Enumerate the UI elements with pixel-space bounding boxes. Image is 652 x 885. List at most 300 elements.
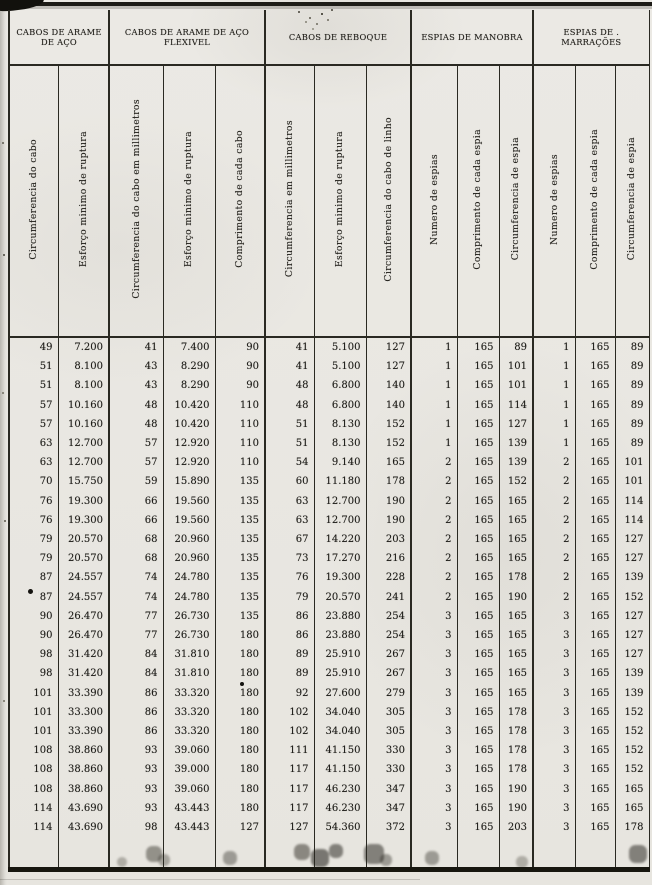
table-cell: 3 [533, 607, 575, 626]
table-cell: 7.400 [163, 337, 215, 357]
table-cell: 89 [615, 415, 649, 434]
table-cell: 5.100 [314, 357, 366, 376]
table-cell: 8.130 [314, 434, 366, 453]
column-header-label: Circumferencia do cabo de linho [382, 116, 394, 282]
table-row [9, 722, 649, 741]
table-cell: 139 [615, 664, 649, 683]
table-cell: 68 [109, 549, 163, 568]
table-cell: 89 [615, 376, 649, 395]
table-cell: 57 [9, 415, 58, 434]
table-cell: 51 [9, 357, 58, 376]
table-cell: 165 [457, 799, 499, 818]
table-cell: 77 [109, 626, 163, 645]
column-header-label: Numero de espias [548, 153, 560, 245]
table-cell: 139 [499, 453, 533, 472]
table-cell: 108 [9, 760, 58, 779]
table-cell: 127 [615, 607, 649, 626]
table-cell: 27.600 [314, 684, 366, 703]
table-cell: 180 [215, 645, 265, 664]
table-cell: 165 [575, 722, 615, 741]
table-cell: 165 [575, 434, 615, 453]
table-cell: 178 [366, 472, 411, 491]
table-cell: 165 [457, 492, 499, 511]
table-cell: 73 [265, 549, 314, 568]
table-cell: 90 [215, 337, 265, 357]
table-cell: 178 [615, 818, 649, 837]
column-header [411, 65, 457, 337]
table-cell: 135 [215, 511, 265, 530]
table-cell: 372 [366, 818, 411, 837]
table-cell: 23.880 [314, 626, 366, 645]
table-cell: 38.860 [58, 760, 109, 779]
table-row [9, 434, 649, 453]
table-cell: 39.060 [163, 780, 215, 799]
table-cell: 98 [9, 645, 58, 664]
table-cell: 60 [265, 472, 314, 491]
table-cell: 86 [265, 626, 314, 645]
table-row [9, 337, 649, 357]
table-cell: 79 [9, 549, 58, 568]
table-cell: 2 [533, 530, 575, 549]
table-cell: 165 [457, 376, 499, 395]
table-row [9, 607, 649, 626]
table-cell: 2 [533, 568, 575, 587]
table-row [9, 376, 649, 395]
table-cell: 87 [9, 568, 58, 587]
table-cell: 1 [411, 415, 457, 434]
table-cell: 8.290 [163, 376, 215, 395]
table-cell: 3 [411, 780, 457, 799]
table-cell: 165 [457, 741, 499, 760]
table-cell: 228 [366, 568, 411, 587]
table-cell: 2 [533, 549, 575, 568]
table-cell: 165 [499, 626, 533, 645]
table-cell: 1 [411, 357, 457, 376]
column-header [109, 65, 163, 337]
table-cell: 57 [109, 453, 163, 472]
table-cell: 165 [457, 530, 499, 549]
table-cell: 9.140 [314, 453, 366, 472]
table-cell: 3 [411, 703, 457, 722]
table-cell: 26.470 [58, 626, 109, 645]
table-cell: 14.220 [314, 530, 366, 549]
table-cell: 165 [575, 337, 615, 357]
table-cell: 12.700 [58, 434, 109, 453]
table-cell: 3 [411, 722, 457, 741]
table-cell: 152 [615, 703, 649, 722]
column-header [366, 65, 411, 337]
table-cell: 12.920 [163, 434, 215, 453]
table-cell: 152 [615, 722, 649, 741]
table-cell: 89 [265, 645, 314, 664]
table-cell: 3 [533, 780, 575, 799]
table-cell: 57 [109, 434, 163, 453]
table-cell: 89 [615, 337, 649, 357]
table-cell: 135 [215, 530, 265, 549]
table-cell: 178 [499, 568, 533, 587]
table-row [9, 396, 649, 415]
table-cell: 127 [615, 645, 649, 664]
table-cell: 254 [366, 607, 411, 626]
table-cell: 190 [499, 780, 533, 799]
table-cell: 165 [575, 357, 615, 376]
table-cell: 24.780 [163, 588, 215, 607]
table-cell: 86 [109, 722, 163, 741]
page-top-rule [0, 2, 652, 6]
table-cell: 48 [265, 396, 314, 415]
table-cell: 305 [366, 722, 411, 741]
table-cell: 165 [575, 703, 615, 722]
table-cell: 180 [215, 799, 265, 818]
table-cell: 1 [533, 337, 575, 357]
column-header [314, 65, 366, 337]
table-cell: 66 [109, 492, 163, 511]
table-cell: 51 [265, 434, 314, 453]
table-cell: 98 [9, 664, 58, 683]
table-cell: 241 [366, 588, 411, 607]
table-cell: 165 [575, 818, 615, 837]
table-row [9, 741, 649, 760]
table-cell: 165 [575, 453, 615, 472]
table-row [9, 549, 649, 568]
table-cell: 38.860 [58, 780, 109, 799]
table-cell: 165 [457, 780, 499, 799]
footer-cell [457, 837, 499, 870]
table-cell: 46.230 [314, 780, 366, 799]
table-cell: 165 [575, 626, 615, 645]
table-cell: 114 [615, 511, 649, 530]
table-cell: 2 [411, 492, 457, 511]
table-cell: 152 [615, 760, 649, 779]
table-cell: 43 [109, 376, 163, 395]
column-header [457, 65, 499, 337]
table-cell: 24.780 [163, 568, 215, 587]
table-row [9, 588, 649, 607]
table-cell: 93 [109, 741, 163, 760]
table-row [9, 684, 649, 703]
table-cell: 165 [457, 703, 499, 722]
table-cell: 24.557 [58, 588, 109, 607]
table-cell: 114 [9, 799, 58, 818]
table-cell: 216 [366, 549, 411, 568]
group-header: CABOS DE ARAME DE AÇO [9, 10, 109, 65]
table-cell: 89 [615, 396, 649, 415]
column-header [533, 65, 575, 337]
table-cell: 165 [575, 664, 615, 683]
table-cell: 39.000 [163, 760, 215, 779]
table-row [9, 357, 649, 376]
table-cell: 1 [533, 396, 575, 415]
table-cell: 15.750 [58, 472, 109, 491]
table-cell: 114 [499, 396, 533, 415]
table-cell: 79 [9, 530, 58, 549]
column-header-label: Esforço minimo de ruptura [334, 130, 346, 268]
table-cell: 3 [411, 818, 457, 837]
table-cell: 86 [265, 607, 314, 626]
column-header-label: Circumferencia do cabo em millimetros [130, 99, 142, 299]
table-cell: 3 [411, 626, 457, 645]
table-footer-row [9, 837, 649, 870]
table-cell: 165 [457, 626, 499, 645]
table-cell: 165 [499, 492, 533, 511]
table-cell: 3 [533, 799, 575, 818]
table-cell: 34.040 [314, 722, 366, 741]
table-cell: 165 [575, 415, 615, 434]
table-cell: 165 [575, 376, 615, 395]
table-cell: 25.910 [314, 645, 366, 664]
table-cell: 101 [9, 722, 58, 741]
table-cell: 1 [533, 376, 575, 395]
table-cell: 43.443 [163, 818, 215, 837]
table-cell: 63 [265, 492, 314, 511]
faint-bottom-line [0, 879, 420, 880]
table-cell: 127 [265, 818, 314, 837]
table-cell: 3 [533, 722, 575, 741]
table-cell: 10.420 [163, 396, 215, 415]
column-header [265, 65, 314, 337]
table-cell: 178 [499, 722, 533, 741]
table-cell: 12.700 [314, 492, 366, 511]
table-cell: 165 [457, 453, 499, 472]
footer-cell [265, 837, 314, 870]
table-cell: 152 [615, 741, 649, 760]
table-cell: 15.890 [163, 472, 215, 491]
footer-cell [58, 837, 109, 870]
table-cell: 135 [215, 607, 265, 626]
column-header [499, 65, 533, 337]
table-cell: 347 [366, 780, 411, 799]
table-cell: 165 [457, 645, 499, 664]
table-cell: 165 [457, 664, 499, 683]
table-cell: 165 [457, 357, 499, 376]
table-cell: 84 [109, 664, 163, 683]
footer-cell [533, 837, 575, 870]
table-cell: 190 [366, 492, 411, 511]
table-cell: 34.040 [314, 703, 366, 722]
table-cell: 33.320 [163, 703, 215, 722]
table-cell: 89 [499, 337, 533, 357]
table-cell: 12.920 [163, 453, 215, 472]
column-header-label: Comprimento de cada espia [589, 128, 601, 270]
table-cell: 279 [366, 684, 411, 703]
table-cell: 90 [215, 357, 265, 376]
table-cell: 43.443 [163, 799, 215, 818]
column-header-label: Circumferencia de espia [510, 137, 522, 261]
table-cell: 139 [499, 434, 533, 453]
column-header [575, 65, 615, 337]
table-cell: 114 [9, 818, 58, 837]
table-cell: 111 [265, 741, 314, 760]
table-cell: 152 [615, 588, 649, 607]
table-cell: 165 [575, 492, 615, 511]
table-cell: 1 [533, 415, 575, 434]
table-cell: 165 [575, 607, 615, 626]
table-cell: 86 [109, 684, 163, 703]
table-cell: 89 [615, 434, 649, 453]
table-cell: 1 [533, 357, 575, 376]
table-row [9, 760, 649, 779]
table-cell: 10.420 [163, 415, 215, 434]
table-cell: 39.060 [163, 741, 215, 760]
group-header: ESPIAS DE MANOBRA [411, 10, 533, 65]
table-cell: 140 [366, 376, 411, 395]
table-cell: 19.560 [163, 492, 215, 511]
table-cell: 165 [575, 511, 615, 530]
table-cell: 178 [499, 741, 533, 760]
table-cell: 2 [533, 453, 575, 472]
group-header-row [9, 10, 649, 65]
column-header-label: Comprimento de cada cabo [234, 130, 246, 268]
table-cell: 79 [265, 588, 314, 607]
table-cell: 3 [411, 760, 457, 779]
table-cell: 2 [411, 472, 457, 491]
table-cell: 101 [9, 703, 58, 722]
table-cell: 267 [366, 664, 411, 683]
footer-cell [215, 837, 265, 870]
table-cell: 3 [411, 799, 457, 818]
table-cell: 3 [411, 645, 457, 664]
column-header-label: Circumferencia de espia [626, 137, 638, 261]
table-cell: 2 [411, 588, 457, 607]
table-cell: 114 [615, 492, 649, 511]
table-cell: 63 [9, 453, 58, 472]
table-row [9, 799, 649, 818]
table-cell: 2 [533, 492, 575, 511]
group-header: ESPIAS DE . MARRAÇÕES [533, 10, 649, 65]
table-cell: 90 [9, 607, 58, 626]
table-cell: 127 [615, 549, 649, 568]
table-cell: 165 [575, 396, 615, 415]
table-cell: 57 [9, 396, 58, 415]
table-cell: 165 [575, 741, 615, 760]
table-cell: 203 [499, 818, 533, 837]
table-cell: 165 [457, 434, 499, 453]
column-header-label: Comprimento de cada espia [472, 128, 484, 270]
column-header-row [9, 65, 649, 337]
footer-cell [499, 837, 533, 870]
table-cell: 110 [215, 434, 265, 453]
scan-smudges [0, 0, 4, 4]
column-header-label: Esforço minimo de ruptura [183, 130, 195, 268]
table-cell: 2 [411, 511, 457, 530]
table-cell: 165 [499, 645, 533, 664]
table-cell: 101 [9, 684, 58, 703]
table-cell: 31.810 [163, 664, 215, 683]
table-cell: 165 [457, 722, 499, 741]
footer-cell [109, 837, 163, 870]
table-cell: 165 [457, 415, 499, 434]
table-cell: 74 [109, 588, 163, 607]
table-cell: 305 [366, 703, 411, 722]
table-cell: 1 [411, 396, 457, 415]
table-cell: 165 [457, 684, 499, 703]
table-cell: 180 [215, 626, 265, 645]
footer-cell [163, 837, 215, 870]
table-cell: 19.300 [314, 568, 366, 587]
table-cell: 93 [109, 799, 163, 818]
column-header-label: Circumferencia em millimetros [284, 120, 296, 278]
table-cell: 165 [366, 453, 411, 472]
footer-cell [366, 837, 411, 870]
table-cell: 33.390 [58, 722, 109, 741]
footer-cell [575, 837, 615, 870]
table-cell: 165 [575, 780, 615, 799]
table-cell: 26.730 [163, 626, 215, 645]
table-cell: 127 [366, 357, 411, 376]
table-cell: 178 [499, 760, 533, 779]
table-cell: 139 [615, 568, 649, 587]
table-cell: 68 [109, 530, 163, 549]
table-cell: 33.320 [163, 684, 215, 703]
table-cell: 178 [499, 703, 533, 722]
table-cell: 2 [533, 511, 575, 530]
table-cell: 10.160 [58, 396, 109, 415]
table-cell: 2 [411, 568, 457, 587]
table-cell: 180 [215, 780, 265, 799]
table-cell: 165 [575, 472, 615, 491]
table-cell: 48 [109, 396, 163, 415]
table-cell: 23.880 [314, 607, 366, 626]
table-cell: 110 [215, 453, 265, 472]
table-cell: 1 [533, 434, 575, 453]
table-cell: 93 [109, 760, 163, 779]
table-row [9, 492, 649, 511]
table-cell: 20.960 [163, 530, 215, 549]
table-cell: 101 [499, 376, 533, 395]
table-cell: 135 [215, 588, 265, 607]
table-cell: 165 [457, 549, 499, 568]
table-cell: 98 [109, 818, 163, 837]
table-cell: 101 [615, 453, 649, 472]
table-row [9, 703, 649, 722]
table-cell: 38.860 [58, 741, 109, 760]
table-cell: 108 [9, 780, 58, 799]
footer-cell [411, 837, 457, 870]
table-cell: 3 [411, 664, 457, 683]
table-cell: 165 [575, 588, 615, 607]
table-cell: 3 [533, 645, 575, 664]
table-cell: 165 [575, 684, 615, 703]
table-cell: 1 [411, 434, 457, 453]
table-row [9, 780, 649, 799]
table-cell: 127 [615, 530, 649, 549]
table-cell: 48 [109, 415, 163, 434]
table-cell: 165 [499, 684, 533, 703]
table-cell: 89 [615, 357, 649, 376]
table-cell: 3 [411, 684, 457, 703]
table-cell: 25.910 [314, 664, 366, 683]
table-cell: 165 [499, 511, 533, 530]
table-cell: 24.557 [58, 568, 109, 587]
table-cell: 59 [109, 472, 163, 491]
footer-cell [9, 837, 58, 870]
table-row [9, 415, 649, 434]
table-cell: 117 [265, 780, 314, 799]
table-cell: 86 [109, 703, 163, 722]
table-row [9, 626, 649, 645]
table-cell: 8.290 [163, 357, 215, 376]
table-cell: 84 [109, 645, 163, 664]
table-cell: 139 [615, 684, 649, 703]
table-cell: 165 [499, 549, 533, 568]
table-cell: 92 [265, 684, 314, 703]
table-cell: 165 [499, 530, 533, 549]
table-cell: 2 [411, 530, 457, 549]
table-cell: 3 [533, 703, 575, 722]
table-cell: 203 [366, 530, 411, 549]
table-row [9, 568, 649, 587]
table-cell: 31.420 [58, 645, 109, 664]
